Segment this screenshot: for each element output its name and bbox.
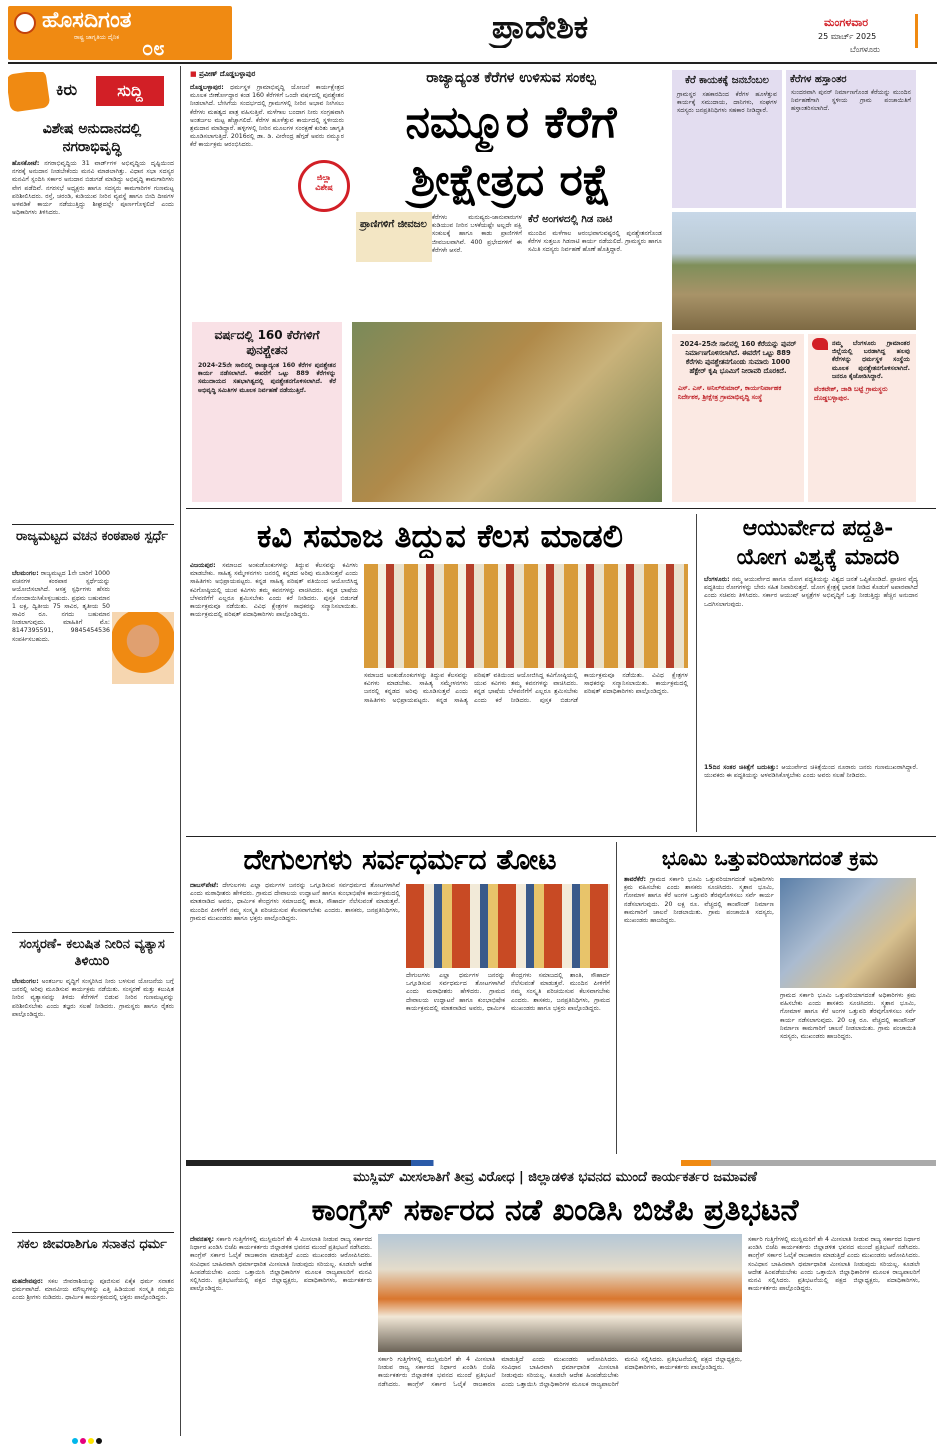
protest-headline: ಕಾಂಗ್ರೆಸ್ ಸರ್ಕಾರದ ನಡೆ ಖಂಡಿಸಿ ಬಿಜೆಪಿ ಪ್ರತಿಭಟನೆ (311, 1193, 799, 1228)
ayur-dateline: ಬೆಂಗಳೂರು: (704, 576, 730, 583)
brand-name: ಹೊಸದಿಗಂತ (42, 8, 132, 33)
sidebar-dateline-1: ಹೊಸಕೋಟೆ: (12, 160, 40, 167)
temple-vrule (616, 842, 617, 1154)
ayur-subhead: 15ದಿನ ಸಂತರ ಚಿಕಿತ್ಸೆಗೆ ಬದುಕಿತ್ತು: (704, 764, 779, 771)
reg-dot (96, 1438, 102, 1444)
sidebar-text-4: ಸಕಲ ಜೀವರಾಶಿಯನ್ನು ಪೂಜಿಸುವ ಏಕೈಕ ಧರ್ಮ ಸನಾತನ ಧರ್ಮವಾಗಿದೆ. ಮಾನವೀಯ ಮೌಲ್ಯಗಳನ್ನು ಎತ್ತಿ ಹಿಡಿಯುವ ಸಂಸ್ಕೃತಿ ನಮ್ಮದು ಎಂದು ಶ್ರೀಗಳು ನುಡಿದರು. ಧಾರ್ಮಿಕ ಕಾರ್ಯಕ್ರಮದಲ್ಲಿ ಭಕ್ತರು ಪಾಲ್ಗೊಂಡಿದ್ದರು. (12, 1278, 174, 1302)
reg-dot (72, 1438, 78, 1444)
suddi-label: ಸುದ್ದಿ (96, 76, 164, 106)
box2 (786, 70, 916, 208)
kavi-col-2: ಸಮಾಜದ ಅಂಕುಡೊಂಕುಗಳನ್ನು ತಿದ್ದುವ ಕೆಲಸವನ್ನು ಕವಿಗಳು ಮಾಡಬೇಕು. ಸಾಹಿತ್ಯ ಸಮ್ಮೇಳನಗಳು ಜನರಲ್ಲಿ ಕನ್ನಡದ ಅರಿವು ಮೂಡಿಸುತ್ತವೆ ಎಂದು ಸಾಹಿತಿಗಳು ಅಭಿಪ್ರಾಯಪಟ್ಟರು. ಕನ್ನಡ ಸಾಹಿತ್ಯ ಪರಿಷತ್ ವತಿಯಿಂದ ಆಯೋಜಿಸಿದ್ದ ಕವಿಗೋಷ್ಠಿಯಲ್ಲಿ ಯುವ ಕವಿಗಳು ತಮ್ಮ ಕವನಗಳನ್ನು ವಾಚಿಸಿದರು. ಕನ್ನಡ ಭಾಷೆಯ ಬೆಳವಣಿಗೆಗೆ ಎಲ್ಲರೂ ಶ್ರಮಿಸಬೇಕು ಎಂದು ಕರೆ ನೀಡಿದರು. ಪುಸ್ತಕ ಬಿಡುಗಡೆ ಕಾರ್ಯಕ್ರಮವೂ ನಡೆಯಿತು. ವಿವಿಧ ಕ್ಷೇತ್ರಗಳ ಸಾಧಕರನ್ನು ಸನ್ಮಾನಿಸಲಾಯಿತು. ಕಾರ್ಯಕ್ರಮದಲ್ಲಿ ಪರಿಷತ್ ಪದಾಧಿಕಾರಿಗಳು ಪಾಲ್ಗೊಂಡಿದ್ದರು. (364, 672, 688, 704)
registration-marks (72, 1438, 922, 1446)
sidebar-dateline-2: ಬೆಲಮಂಗಲ: (12, 570, 39, 577)
sidebar-headline-1: ವಿಶೇಷ ಅನುದಾನದಲ್ಲಿ ನಗರಾಭಿವೃದ್ಧಿ (42, 121, 142, 155)
lakes-bottom-rule (186, 508, 936, 509)
ayur-sub (704, 764, 918, 830)
lakes-headline-1: ನಮ್ಮೂರ ಕೆರೆಗೆ (405, 97, 617, 148)
side-quote-sign: ವೆಂಕಟೇಶ್, ಜಾಡಿ ಬಟ್ಟೆ ಗ್ರಾಮಸ್ಥರು ದೊಡ್ಡಬಳ್ಳಾಪುರ. (814, 385, 888, 402)
ayur-headline-1: ಆಯುರ್ವೇದ ಪದ್ಧತಿ- (742, 515, 894, 541)
lakes-text: ಧರ್ಮಸ್ಥಳ ಗ್ರಾಮಾಭಿವೃದ್ಧಿ ಯೋಜನೆ ಕಾರ್ಯಕ್ಷೇತ್ರದ ಮೂಲಕ ಜೀರ್ಣೋದ್ಧಾರ ಕಂಡ 160 ಕೆರೆಗಳಿಗೆ ಒಂದೇ ವರ್ಷದಲ್ಲಿ ಪುನಶ್ಚೇತನ ನೀಡಲಾಗಿದೆ. ಬೇಸಿಗೆಯ ಸಂದರ್ಭದಲ್ಲಿ ಗ್ರಾಮಗಳಲ್ಲಿ ನೀರಿನ ಅಭಾವ ನೀಗಿಸಲು ಕೆರೆಗಳು ಮಹತ್ವದ ಪಾತ್ರ ವಹಿಸುತ್ತಿವೆ. ಮಳೆಗಾಲ ಬಂದಾಗ ನೀರು ಸಂಗ್ರಹವಾಗಿ ಅಂತರ್ಜಲ ಮಟ್ಟ ಹೆಚ್ಚಾಗಲಿದೆ. ಕೆರೆಗಳ ಹೂಳೆತ್ತುವ ಕಾರ್ಯದಲ್ಲಿ ಸ್ಥಳೀಯರು ಶ್ರಮದಾನ ಮಾಡಿದ್ದಾರೆ. ಹಳ್ಳಿಗಳಲ್ಲಿ ನೀರಿನ ಮೂಲಗಳ ಸಂರಕ್ಷಣೆ ಕುರಿತು ಜಾಗೃತಿ ಮೂಡಿಸಲಾಗುತ್ತಿದೆ. 2016ರಲ್ಲಿ ಡಾ. ಡಿ. ವೀರೇಂದ್ರ ಹೆಗ್ಗಡೆ ಅವರು ನಮ್ಮೂರ ಕೆರೆ ಕಾರ್ಯಕ್ರಮ ಆರಂಭಿಸಿದರು. (190, 84, 344, 149)
sidebar-headline-3: ಸಂಸ್ಕರಣೆ- ಕಲುಷಿತ ನೀರಿನ ವ್ಯತ್ಯಾಸ ತಿಳಿಯಿರಿ (19, 937, 165, 969)
temple-col-2: ದೇಗುಲಗಳು ಎಲ್ಲಾ ಧರ್ಮಗಳ ಜನರನ್ನು ಒಗ್ಗೂಡಿಸುವ ಸರ್ವಧರ್ಮದ ತೋಟಗಳಾಗಿವೆ ಎಂದು ಮಠಾಧೀಶರು ಹೇಳಿದರು. ಗ್ರಾಮದ ದೇವಾಲಯ ಉದ್ಘಾಟನೆ ಹಾಗೂ ಕುಂಭಾಭಿಷೇಕ ಕಾರ್ಯಕ್ರಮದಲ್ಲಿ ಮಾತನಾಡಿದ ಅವರು, ಧಾರ್ಮಿಕ ಕೇಂದ್ರಗಳು ಸಮಾಜದಲ್ಲಿ ಶಾಂತಿ, ಸೌಹಾರ್ದ ನೆಲೆಸುವಂತೆ ಮಾಡುತ್ತವೆ. ಮುಂದಿನ ಪೀಳಿಗೆಗೆ ನಮ್ಮ ಸಂಸ್ಕೃತಿ ಪರಿಚಯಿಸುವ ಕೆಲಸವಾಗಬೇಕು ಎಂದರು. ಶಾಸಕರು, ಜನಪ್ರತಿನಿಧಿಗಳು, ಗ್ರಾಮದ ಮುಖಂಡರು ಹಾಗೂ ಭಕ್ತರು ಪಾಲ್ಗೊಂಡಿದ್ದರು. (406, 972, 610, 1012)
reg-dot (88, 1438, 94, 1444)
sidebar-body-4 (12, 1278, 174, 1428)
sidebar-body-3 (12, 978, 174, 1228)
masthead-accent-bar (915, 14, 918, 48)
sidebar-text-2: ರಾಜ್ಯಮಟ್ಟದ 1ನೇ ಬಾರಿಗೆ 1000 ವಚನಗಳ ಕಂಠಪಾಠ ಸ್ಪರ್ಧೆಯನ್ನು ಆಯೋಜಿಸಲಾಗಿದೆ. ಆಸಕ್ತ ಸ್ಪರ್ಧಿಗಳು ಹೆಸರು ನೋಂದಾಯಿಸಿಕೊಳ್ಳಬಹುದು. ಪ್ರಥಮ ಬಹುಮಾನ 1 ಲಕ್ಷ, ದ್ವಿತೀಯ 75 ಸಾವಿರ, ತೃತೀಯ 50 ಸಾವಿರ ರೂ. ನಗದು ಬಹುಮಾನ ನೀಡಲಾಗುವುದು. ಮಾಹಿತಿಗೆ ಮೊ: 8147395591, 9845454536 ಸಂಪರ್ಕಿಸಬಹುದು. (12, 570, 110, 643)
lakes-kicker: ರಾಜ್ಯಾದ್ಯಂತ ಕೆರೆಗಳ ಉಳಿಸುವ ಸಂಕಲ್ಪ (426, 70, 596, 86)
sub1-box (356, 212, 432, 262)
temple-headline: ದೇಗುಲಗಳು ಸರ್ವಧರ್ಮದ ತೋಟ (243, 843, 557, 876)
lakes-dateline: ದೊಡ್ಡಬಳ್ಳಾಪುರ: (190, 84, 224, 91)
brand-tagline: ರಾಷ್ಟ್ರ ಜಾಗೃತಿಯ ದೈನಿಕ (74, 34, 120, 41)
temple-text: ದೇಗುಲಗಳು ಎಲ್ಲಾ ಧರ್ಮಗಳ ಜನರನ್ನು ಒಗ್ಗೂಡಿಸುವ ಸರ್ವಧರ್ಮದ ತೋಟಗಳಾಗಿವೆ ಎಂದು ಮಠಾಧೀಶರು ಹೇಳಿದರು. ಗ್ರಾಮದ ದೇವಾಲಯ ಉದ್ಘಾಟನೆ ಹಾಗೂ ಕುಂಭಾಭಿಷೇಕ ಕಾರ್ಯಕ್ರಮದಲ್ಲಿ ಮಾತನಾಡಿದ ಅವರು, ಧಾರ್ಮಿಕ ಕೇಂದ್ರಗಳು ಸಮಾಜದಲ್ಲಿ ಶಾಂತಿ, ಸೌಹಾರ್ದ ನೆಲೆಸುವಂತೆ ಮಾಡುತ್ತವೆ. ಮುಂದಿನ ಪೀಳಿಗೆಗೆ ನಮ್ಮ ಸಂಸ್ಕೃತಿ ಪರಿಚಯಿಸುವ ಕೆಲಸವಾಗಬೇಕು ಎಂದರು. ಶಾಸಕರು, ಜನಪ್ರತಿನಿಧಿಗಳು, ಗ್ರಾಮದ ಮುಖಂಡರು ಹಾಗೂ ಭಕ್ತರು ಪಾಲ್ಗೊಂಡಿದ್ದರು. (190, 882, 400, 922)
ayur-text-2: ಆಯುರ್ವೇದ ಚಿಕಿತ್ಸೆಯಿಂದ ನೂರಾರು ಜನರು ಗುಣಮುಖರಾಗಿದ್ದಾರೆ. ಯುವಕರು ಈ ಪದ್ಧತಿಯನ್ನು ಅಳವಡಿಸಿಕೊಳ್ಳಬೇಕು ಎಂದು ಅವರು ಸಲಹೆ ನೀಡಿದರು. (704, 764, 918, 780)
protest-col-1 (190, 1236, 372, 1436)
box2-title: ಕೆರೆಗಳ ಹಸ್ತಾಂತರ (790, 74, 847, 85)
sidebar-text-3: ಅಂತರ್ಜಲ ವೃದ್ಧಿಗೆ ಸಂಸ್ಕರಿಸಿದ ನೀರು ಬಳಸುವ ಯೋಜನೆಯ ಬಗ್ಗೆ ಜನರಲ್ಲಿ ಅರಿವು ಮೂಡಿಸುವ ಕಾರ್ಯಕ್ರಮ ನಡೆಯಿತು. ಸಂಸ್ಕರಣೆ ಮತ್ತು ಕಲುಷಿತ ನೀರಿನ ವ್ಯತ್ಯಾಸವನ್ನು ತಿಳಿದು ಕೆರೆಗಳಿಗೆ ಬಿಡುವ ನೀರಿನ ಗುಣಮಟ್ಟವನ್ನು ಪರಿಶೀಲಿಸಬೇಕು ಎಂದು ತಜ್ಞರು ಸಲಹೆ ನೀಡಿದರು. ಗ್ರಾಮಸ್ಥರು ಹಾಗೂ ರೈತರು ಪಾಲ್ಗೊಂಡಿದ್ದರು. (12, 978, 174, 1018)
box1-title: ಕೆರೆ ಕಾಯಕಕ್ಕೆ ಜನಬೆಂಬಲ (685, 75, 769, 86)
stat-box (672, 334, 804, 502)
hand-point-icon (8, 72, 50, 112)
color-bar (186, 1160, 936, 1166)
temple-photo (406, 884, 610, 968)
protest-col-3: ಸರ್ಕಾರಿ ಗುತ್ತಿಗೆಗಳಲ್ಲಿ ಮುಸ್ಲಿಮರಿಗೆ ಶೇ 4 ಮೀಸಲಾತಿ ನೀಡುವ ರಾಜ್ಯ ಸರ್ಕಾರದ ನಿರ್ಧಾರ ಖಂಡಿಸಿ ಬಿಜೆಪಿ ಕಾರ್ಯಕರ್ತರು ಜಿಲ್ಲಾಡಳಿತ ಭವನದ ಮುಂದೆ ಪ್ರತಿಭಟನೆ ನಡೆಸಿದರು. ಕಾಂಗ್ರೆಸ್ ಸರ್ಕಾರ ಓಲೈಕೆ ರಾಜಕಾರಣ ಮಾಡುತ್ತಿದೆ ಎಂದು ಮುಖಂಡರು ಆರೋಪಿಸಿದರು. ಸಂವಿಧಾನ ಬಾಹಿರವಾಗಿ ಧರ್ಮಾಧಾರಿತ ಮೀಸಲಾತಿ ನೀಡುವುದು ಸರಿಯಲ್ಲ. ಕೂಡಲೇ ಆದೇಶ ಹಿಂಪಡೆಯಬೇಕು ಎಂದು ಒತ್ತಾಯಿಸಿ ಜಿಲ್ಲಾಧಿಕಾರಿಗಳ ಮೂಲಕ ರಾಜ್ಯಪಾಲರಿಗೆ ಮನವಿ ಸಲ್ಲಿಸಿದರು. ಪ್ರತಿಭಟನೆಯಲ್ಲಿ ಪಕ್ಷದ ಜಿಲ್ಲಾಧ್ಯಕ್ಷರು, ಪದಾಧಿಕಾರಿಗಳು, ಕಾರ್ಯಕರ್ತರು ಪಾಲ್ಗೊಂಡಿದ್ದರು. (748, 1236, 920, 1293)
sidebar-divider-1 (12, 524, 174, 525)
temple-dateline: ದಾಬಸ್‌ಪೇಟೆ: (190, 882, 219, 889)
land-photo (780, 878, 916, 988)
ayur-text: ನಮ್ಮ ಆಯುರ್ವೇದ ಹಾಗೂ ಯೋಗ ಪದ್ಧತಿಯನ್ನು ವಿಶ್ವದ ಜನತೆ ಒಪ್ಪಿಕೊಂಡಿದೆ. ಪ್ರಾಚೀನ ವೈದ್ಯ ಪದ್ಧತಿಯು ರೋಗಗಳನ್ನು ಬೇರು ಸಹಿತ ನಿವಾರಿಸುತ್ತದೆ. ಯೋಗ ಕ್ಷೇತ್ರಕ್ಕೆ ಭಾರತ ನೀಡಿದ ಕೊಡುಗೆ ಅಪಾರವಾಗಿದೆ ಎಂದು ಸಚಿವರು ತಿಳಿಸಿದರು. ಸರ್ಕಾರ ಆಯುಷ್ ಆಸ್ಪತ್ರೆಗಳ ಅಭಿವೃದ್ಧಿಗೆ ಒತ್ತು ನೀಡುತ್ತಿದ್ದು ಹೆಚ್ಚಿನ ಅನುದಾನ ಒದಗಿಸಲಾಗುವುದು. (704, 576, 918, 608)
sidebar-vrule (180, 66, 181, 1436)
sidebar-headline-4: ಸಕಲ ಜೀವರಾಶಿಗೂ ಸನಾತನ ಧರ್ಮ (17, 1237, 167, 1252)
box1 (672, 70, 782, 208)
masthead-rule (8, 62, 937, 64)
sub1-title: ಪ್ರಾಣಿಗಳಿಗೆ ಜೀವಜಲ (360, 219, 427, 230)
sidebar-dateline-3: ಬೆಲಮಂಗಲ: (12, 978, 39, 985)
lakes-photo-main (352, 322, 662, 502)
sub1-body: ಕೆರೆಗಳು ಮನುಷ್ಯರು-ಜಾನುವಾರುಗಳ ಕುಡಿಯುವ ನೀರಿನ ಬಳಕೆಯಷ್ಟೇ ಅಲ್ಲದೇ ಪಕ್ಷಿ ಸಂಕುಲಕ್ಕೆ ಹಾಗೂ ಕಾಡು ಪ್ರಾಣಿಗಳಿಗೆ ಜೀವಜಲವಾಗಿವೆ. 400 ಪ್ರಭೇದಗಳಿಗೆ ಈ ಕೆರೆಗಳೇ ಆಸರೆ. (432, 214, 522, 254)
logo-emblem-icon (14, 12, 36, 34)
sidebar-text-1: ನಗರಾಭಿವೃದ್ಧಿಯ 31 ವಾರ್ಡ್‌ಗಳ ಅಭಿವೃದ್ಧಿಯ ದೃಷ್ಟಿಯಿಂದ ನಗರಕ್ಕೆ ಅನುದಾನ ನೀಡಬೇಕೆಂದು ಮನವಿ ಮಾಡಲಾಗಿತ್ತು. ವಿಧಾನ ಸಭಾ ಸದಸ್ಯರ ಮನವಿಗೆ ಸ್ಪಂದಿಸಿ ಸರ್ಕಾರ ಅನುದಾನ ಬಿಡುಗಡೆ ಮಾಡಿದ್ದು ಅಭಿವೃದ್ಧಿ ಕಾಮಗಾರಿಗಳು ವೇಗ ಪಡೆದಿವೆ. ನಗರಸಭೆ ಅಧ್ಯಕ್ಷರು ಹಾಗೂ ಸದಸ್ಯರು ಕಾಮಗಾರಿಗಳ ಗುಣಮಟ್ಟ ಪರಿಶೀಲಿಸಿದರು. ರಸ್ತೆ, ಚರಂಡಿ, ಕುಡಿಯುವ ನೀರಿನ ವ್ಯವಸ್ಥೆ ಹಾಗೂ ಬೀದಿ ದೀಪಗಳ ಅಳವಡಿಕೆ ಕಾರ್ಯ ನಡೆಯುತ್ತಿದ್ದು ಶೀಘ್ರದಲ್ಲೇ ಪೂರ್ಣಗೊಳ್ಳಲಿದೆ ಎಂದು ಅಧಿಕಾರಿಗಳು ತಿಳಿಸಿದರು. (12, 160, 174, 217)
pink-box-title: ವರ್ಷದಲ್ಲಿ 160 ಕೆರೆಗಳಿಗೆ ಪುನಶ್ಚೇತನ (214, 328, 320, 357)
land-col-2: ಗ್ರಾಮದ ಸರ್ಕಾರಿ ಭೂಮಿ ಒತ್ತುವರಿಯಾಗದಂತೆ ಅಧಿಕಾರಿಗಳು ಕ್ರಮ ವಹಿಸಬೇಕು ಎಂದು ಶಾಸಕರು ಸೂಚಿಸಿದರು. ಸ್ಮಶಾನ ಭೂಮಿ, ಗೋಮಾಳ ಹಾಗೂ ಕೆರೆ ಅಂಗಳ ಒತ್ತುವರಿ ತೆರವುಗೊಳಿಸಲು ಸರ್ವೆ ಕಾರ್ಯ ನಡೆಸಲಾಗುವುದು. 20 ಲಕ್ಷ ರೂ. ವೆಚ್ಚದಲ್ಲಿ ಕಾಂಪೌಂಡ್ ನಿರ್ಮಾಣ ಕಾಮಗಾರಿಗೆ ಚಾಲನೆ ನೀಡಲಾಯಿತು. ಗ್ರಾಮ ಪಂಚಾಯಿತಿ ಸದಸ್ಯರು, ಮುಖಂಡರು ಹಾಜರಿದ್ದರು. (780, 992, 916, 1041)
stamp-line-2: ವಿಶೇಷ (315, 183, 333, 192)
district-special-stamp (298, 160, 350, 212)
stat-box-body: 2024-25ನೇ ಸಾಲಿನಲ್ಲಿ 160 ಕೆರೆಯನ್ನು ಪುನರ್ ನಿರ್ಮಾಣಗೊಳಿಸಲಾಗಿದೆ. ಈವರೆಗೆ ಒಟ್ಟು 889 ಕೆರೆಗಳು ಪುನಶ್ಚೇತನಗೊಂಡು ಸುಮಾರು 1000 ಹೆಕ್ಟೇರ್ ಕೃಷಿ ಭೂಮಿಗೆ ನೀರಾವರಿ ದೊರಕಿದೆ. (679, 340, 797, 375)
kavi-vrule (696, 514, 697, 832)
sidebar-body-2 (12, 570, 110, 950)
kavi-photo (364, 564, 688, 668)
side-quote-body: ನಮ್ಮ ಬೆಂಗಳೂರು ಗ್ರಾಮಾಂತರ ಜಿಲ್ಲೆಯಲ್ಲಿ ಬರಡಾಗಿದ್ದ ಹಲವು ಕೆರೆಗಳನ್ನು ಧರ್ಮಸ್ಥಳ ಸಂಸ್ಥೆಯ ಮೂಲಕ ಪುನಶ್ಚೇತನಗೊಳಿಸಲಾಗಿದೆ. ಜನರೂ ಕೈಜೋಡಿಸಿದ್ದಾರೆ. (832, 340, 910, 380)
ayur-body (704, 576, 918, 760)
land-headline: ಭೂಮಿ ಒತ್ತುವರಿಯಾಗದಂತೆ ಕ್ರಮ (661, 846, 879, 870)
ayur-headline-2: ಯೋಗ ವಿಶ್ವಕ್ಕೆ ಮಾದರಿ (736, 544, 900, 570)
kavi-col-1 (190, 562, 358, 830)
section-title: ಪ್ರಾದೇಶಿಕ (491, 8, 589, 46)
quote-mark-icon (812, 338, 828, 350)
sub2-body: ಮುಂದಿನ ಮಳೆಗಾಲ ಆರಂಭವಾಗುವಷ್ಟರಲ್ಲಿ ಪುನಶ್ಚೇತನಗೊಂಡ ಕೆರೆಗಳ ಸುತ್ತಲೂ ಗಿಡನಾಟಿ ಕಾರ್ಯ ನಡೆಯಲಿದೆ. ಗ್ರಾಮಸ್ಥರು ಹಾಗೂ ಸಮಿತಿ ಸದಸ್ಯರು ನಿರ್ವಹಣೆ ಹೊಣೆ ಹೊತ್ತಿದ್ದಾರೆ. (528, 230, 662, 254)
protest-text: ಸರ್ಕಾರಿ ಗುತ್ತಿಗೆಗಳಲ್ಲಿ ಮುಸ್ಲಿಮರಿಗೆ ಶೇ 4 ಮೀಸಲಾತಿ ನೀಡುವ ರಾಜ್ಯ ಸರ್ಕಾರದ ನಿರ್ಧಾರ ಖಂಡಿಸಿ ಬಿಜೆಪಿ ಕಾರ್ಯಕರ್ತರು ಜಿಲ್ಲಾಡಳಿತ ಭವನದ ಮುಂದೆ ಪ್ರತಿಭಟನೆ ನಡೆಸಿದರು. ಕಾಂಗ್ರೆಸ್ ಸರ್ಕಾರ ಓಲೈಕೆ ರಾಜಕಾರಣ ಮಾಡುತ್ತಿದೆ ಎಂದು ಮುಖಂಡರು ಆರೋಪಿಸಿದರು. ಸಂವಿಧಾನ ಬಾಹಿರವಾಗಿ ಧರ್ಮಾಧಾರಿತ ಮೀಸಲಾತಿ ನೀಡುವುದು ಸರಿಯಲ್ಲ. ಕೂಡಲೇ ಆದೇಶ ಹಿಂಪಡೆಯಬೇಕು ಎಂದು ಒತ್ತಾಯಿಸಿ ಜಿಲ್ಲಾಧಿಕಾರಿಗಳ ಮೂಲಕ ರಾಜ್ಯಪಾಲರಿಗೆ ಮನವಿ ಸಲ್ಲಿಸಿದರು. ಪ್ರತಿಭಟನೆಯಲ್ಲಿ ಪಕ್ಷದ ಜಿಲ್ಲಾಧ್ಯಕ್ಷರು, ಪದಾಧಿಕಾರಿಗಳು, ಕಾರ್ಯಕರ್ತರು ಪಾಲ್ಗೊಂಡಿದ್ದರು. (190, 1236, 372, 1293)
kiru-suddi-badge (8, 72, 168, 112)
masthead-date: 25 ಮಾರ್ಚ್ 2025 (818, 32, 877, 41)
swamiji-portrait (112, 612, 174, 684)
byline-name: ಪ್ರವೀಣ್ ದೊಡ್ಡಬಳ್ಳಾಪುರ (199, 70, 256, 78)
reg-dot (80, 1438, 86, 1444)
byline-marker: ■ (190, 70, 200, 78)
sidebar-divider-2 (12, 932, 174, 933)
stat-box-sign: ಎಸ್. ಎಸ್. ಅನಿಲ್‌ಕುಮಾರ್, ಕಾರ್ಯನಿರ್ವಾಹಕ ನಿರ್ದೇಶಕ, ಶ್ರೀಕ್ಷೇತ್ರ ಗ್ರಾಮಾಭಿವೃದ್ಧಿ ಸಂಸ್ಥೆ (678, 384, 782, 401)
land-dateline: ತಾವರೆಕೆರೆ: (624, 876, 646, 883)
protest-col-2: ಸರ್ಕಾರಿ ಗುತ್ತಿಗೆಗಳಲ್ಲಿ ಮುಸ್ಲಿಮರಿಗೆ ಶೇ 4 ಮೀಸಲಾತಿ ನೀಡುವ ರಾಜ್ಯ ಸರ್ಕಾರದ ನಿರ್ಧಾರ ಖಂಡಿಸಿ ಬಿಜೆಪಿ ಕಾರ್ಯಕರ್ತರು ಜಿಲ್ಲಾಡಳಿತ ಭವನದ ಮುಂದೆ ಪ್ರತಿಭಟನೆ ನಡೆಸಿದರು. ಕಾಂಗ್ರೆಸ್ ಸರ್ಕಾರ ಓಲೈಕೆ ರಾಜಕಾರಣ ಮಾಡುತ್ತಿದೆ ಎಂದು ಮುಖಂಡರು ಆರೋಪಿಸಿದರು. ಸಂವಿಧಾನ ಬಾಹಿರವಾಗಿ ಧರ್ಮಾಧಾರಿತ ಮೀಸಲಾತಿ ನೀಡುವುದು ಸರಿಯಲ್ಲ. ಕೂಡಲೇ ಆದೇಶ ಹಿಂಪಡೆಯಬೇಕು ಎಂದು ಒತ್ತಾಯಿಸಿ ಜಿಲ್ಲಾಧಿಕಾರಿಗಳ ಮೂಲಕ ರಾಜ್ಯಪಾಲರಿಗೆ ಮನವಿ ಸಲ್ಲಿಸಿದರು. ಪ್ರತಿಭಟನೆಯಲ್ಲಿ ಪಕ್ಷದ ಜಿಲ್ಲಾಧ್ಯಕ್ಷರು, ಪದಾಧಿಕಾರಿಗಳು, ಕಾರ್ಯಕರ್ತರು ಪಾಲ್ಗೊಂಡಿದ್ದರು. (378, 1356, 742, 1388)
sidebar-divider-3 (12, 1232, 174, 1233)
land-text: ಗ್ರಾಮದ ಸರ್ಕಾರಿ ಭೂಮಿ ಒತ್ತುವರಿಯಾಗದಂತೆ ಅಧಿಕಾರಿಗಳು ಕ್ರಮ ವಹಿಸಬೇಕು ಎಂದು ಶಾಸಕರು ಸೂಚಿಸಿದರು. ಸ್ಮಶಾನ ಭೂಮಿ, ಗೋಮಾಳ ಹಾಗೂ ಕೆರೆ ಅಂಗಳ ಒತ್ತುವರಿ ತೆರವುಗೊಳಿಸಲು ಸರ್ವೆ ಕಾರ್ಯ ನಡೆಸಲಾಗುವುದು. 20 ಲಕ್ಷ ರೂ. ವೆಚ್ಚದಲ್ಲಿ ಕಾಂಪೌಂಡ್ ನಿರ್ಮಾಣ ಕಾಮಗಾರಿಗೆ ಚಾಲನೆ ನೀಡಲಾಯಿತು. ಗ್ರಾಮ ಪಂಚಾಯಿತಿ ಸದಸ್ಯರು, ಮುಖಂಡರು ಹಾಜರಿದ್ದರು. (624, 876, 774, 925)
sub2-title: ಕೆರೆ ಅಂಗಳದಲ್ಲಿ ಗಿಡ ನಾಟಿ (528, 214, 613, 225)
sidebar-dateline-4: ಮಹದೇವಪುರ: (12, 1278, 43, 1285)
land-col-1 (624, 876, 774, 1154)
lakes-headline-2: ಶ್ರೀಕ್ಷೇತ್ರದ ರಕ್ಷೆ (410, 155, 612, 206)
kiru-label: ಕಿರು (56, 80, 78, 99)
box2-body: ಸುಂದರವಾಗಿ ಪುನರ್ ನಿರ್ಮಾಣಗೊಂಡ ಕೆರೆಯನ್ನು ಮುಂದಿನ ನಿರ್ವಹಣೆಗಾಗಿ ಸ್ಥಳೀಯ ಗ್ರಾಮ ಪಂಚಾಯಿತಿಗೆ ಹಸ್ತಾಂತರಿಸಲಾಗಿದೆ. (791, 89, 911, 113)
kavi-headline: ಕವಿ ಸಮಾಜ ತಿದ್ದುವ ಕೆಲಸ ಮಾಡಲಿ (257, 517, 623, 555)
masthead-logo (8, 6, 232, 60)
masthead-city: ಬೆಂಗಳೂರು (850, 45, 880, 54)
protest-photo (378, 1234, 742, 1352)
lakes-byline (190, 70, 350, 82)
page-number: ೦೮ (142, 36, 165, 60)
sidebar-headline-2: ರಾಜ್ಯಮಟ್ಟದ ವಚನ ಕಂಠಪಾಠ ಸ್ಪರ್ಧೆ (15, 529, 169, 544)
box1-body: ಗ್ರಾಮಸ್ಥರ ಸಹಕಾರದಿಂದ ಕೆರೆಗಳ ಹೂಳೆತ್ತುವ ಕಾರ್ಯಕ್ಕೆ ಸಮುದಾಯ, ದಾನಿಗಳು, ಸಂಘಗಳ ಸದಸ್ಯರು ಜನಪ್ರತಿನಿಧಿಗಳು ಸಹಕಾರ ನೀಡಿದ್ದಾರೆ. (677, 91, 777, 115)
kavi-text: ಸಮಾಜದ ಅಂಕುಡೊಂಕುಗಳನ್ನು ತಿದ್ದುವ ಕೆಲಸವನ್ನು ಕವಿಗಳು ಮಾಡಬೇಕು. ಸಾಹಿತ್ಯ ಸಮ್ಮೇಳನಗಳು ಜನರಲ್ಲಿ ಕನ್ನಡದ ಅರಿವು ಮೂಡಿಸುತ್ತವೆ ಎಂದು ಸಾಹಿತಿಗಳು ಅಭಿಪ್ರಾಯಪಟ್ಟರು. ಕನ್ನಡ ಸಾಹಿತ್ಯ ಪರಿಷತ್ ವತಿಯಿಂದ ಆಯೋಜಿಸಿದ್ದ ಕವಿಗೋಷ್ಠಿಯಲ್ಲಿ ಯುವ ಕವಿಗಳು ತಮ್ಮ ಕವನಗಳನ್ನು ವಾಚಿಸಿದರು. ಕನ್ನಡ ಭಾಷೆಯ ಬೆಳವಣಿಗೆಗೆ ಎಲ್ಲರೂ ಶ್ರಮಿಸಬೇಕು ಎಂದು ಕರೆ ನೀಡಿದರು. ಪುಸ್ತಕ ಬಿಡುಗಡೆ ಕಾರ್ಯಕ್ರಮವೂ ನಡೆಯಿತು. ವಿವಿಧ ಕ್ಷೇತ್ರಗಳ ಸಾಧಕರನ್ನು ಸನ್ಮಾನಿಸಲಾಯಿತು. ಕಾರ್ಯಕ್ರಮದಲ್ಲಿ ಪರಿಷತ್ ಪದಾಧಿಕಾರಿಗಳು ಪಾಲ್ಗೊಂಡಿದ್ದರು. (190, 562, 358, 619)
side-quote-box (808, 334, 916, 502)
mid-rule (186, 836, 936, 837)
kavi-dateline: ವಿಜಯಪುರ: (190, 562, 216, 569)
masthead-day: ಮಂಗಳವಾರ (824, 16, 869, 29)
sidebar-body-1 (12, 160, 174, 515)
protest-dateline: ದೇವನಹಳ್ಳಿ: (190, 1236, 214, 1243)
pink-box-body: 2024-25ನೇ ಸಾಲಿನಲ್ಲಿ ರಾಜ್ಯಾದ್ಯಂತ 160 ಕೆರೆಗಳ ಪುನಶ್ಚೇತನ ಕಾರ್ಯ ನಡೆಸಲಾಗಿದೆ. ಈವರೆಗೆ ಒಟ್ಟು 889 ಕೆರೆಗಳನ್ನು ಸಮುದಾಯದ ಸಹಭಾಗಿತ್ವದಲ್ಲಿ ಪುನಶ್ಚೇತನಗೊಳಿಸಲಾಗಿದೆ. ಕೆರೆ ಅಭಿವೃದ್ಧಿ ಸಮಿತಿಗಳ ಮೂಲಕ ನಿರ್ವಹಣೆ ನಡೆಯುತ್ತಿದೆ. (198, 362, 336, 394)
protest-kicker: ಮುಸ್ಲಿಮ್ ಮೀಸಲಾತಿಗೆ ತೀವ್ರ ವಿರೋಧ | ಜಿಲ್ಲಾಡಳಿತ ಭವನದ ಮುಂದೆ ಕಾರ್ಯಕರ್ತರ ಜಮಾವಣೆ (353, 1170, 757, 1185)
lakes-photo-field (672, 212, 916, 330)
pink-box (192, 322, 342, 502)
temple-col-1 (190, 882, 400, 1154)
stamp-line-1: ಜಿಲ್ಲಾ (316, 173, 332, 182)
